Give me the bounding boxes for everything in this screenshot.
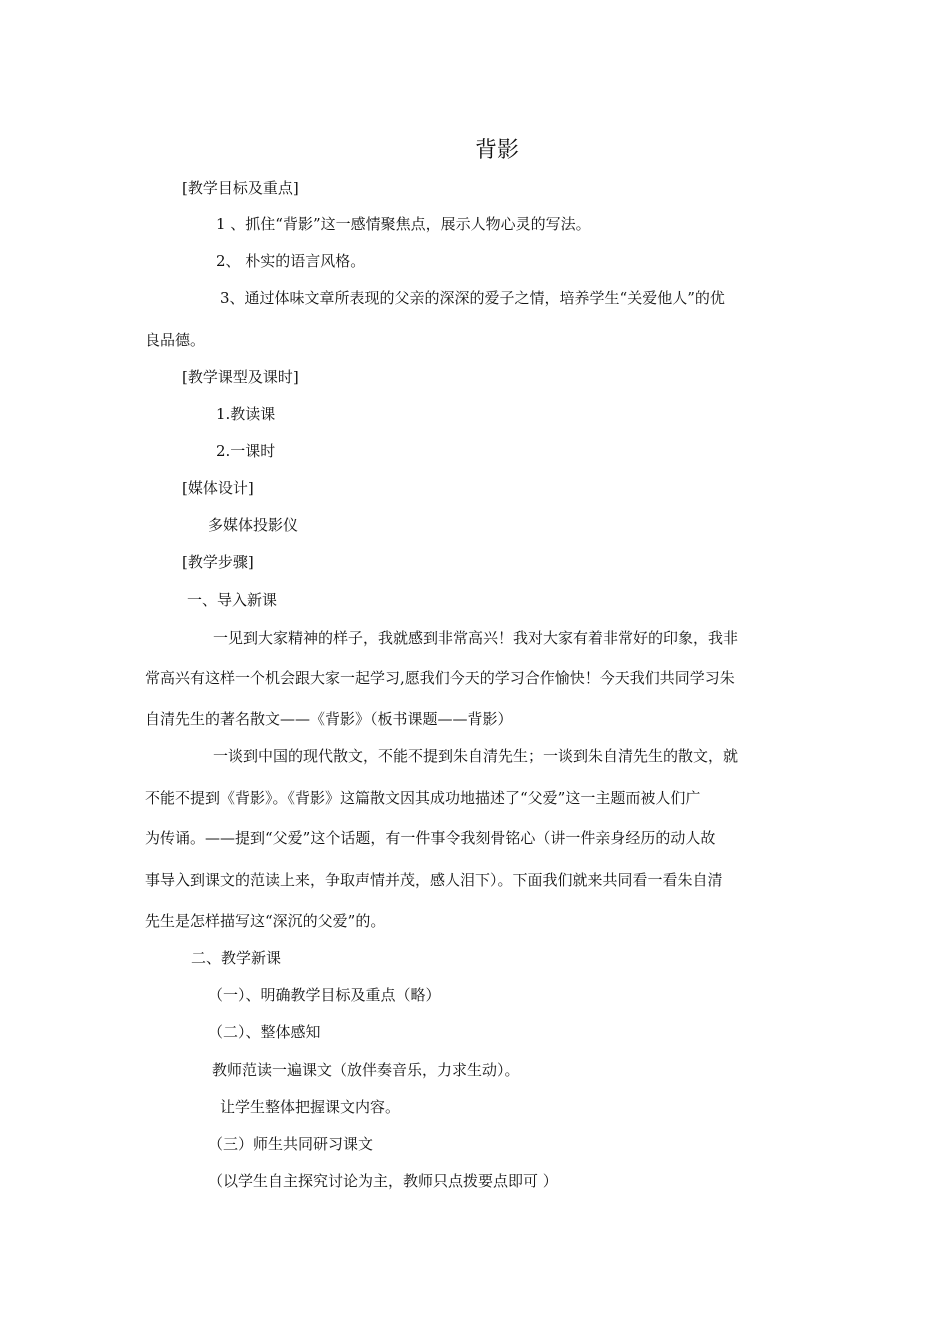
paragraph-intro-line-3: 自清先生的著名散文——《背影》（板书课题——背影）	[145, 710, 513, 728]
objective-item-3-cont: 良品德。	[145, 331, 206, 349]
paragraph-intro-line-2: 常高兴有这样一个机会跟大家一起学习,愿我们今天的学习合作愉快！今天我们共同学习朱	[145, 669, 735, 687]
sub-item-3: （三）师生共同研习课文	[208, 1135, 374, 1153]
objective-item-3: 3、通过体味文章所表现的父亲的深深的爱子之情，培养学生“关爱他人”的优	[220, 289, 725, 307]
paragraph-context-line-4: 事导入到课文的范读上来，争取声情并茂，感人泪下）。下面我们就来共同看一看朱自清	[145, 871, 723, 889]
section-heading-lesson-type: [教学课型及课时]	[182, 368, 299, 386]
sub-item-2-detail-2: 让学生整体把握课文内容。	[220, 1098, 401, 1116]
sub-item-2-detail-1: 教师范读一遍课文（放伴奏音乐，力求生动）。	[212, 1061, 520, 1079]
step-heading-2: 二、教学新课	[191, 949, 282, 967]
document-title: 背影	[475, 138, 520, 163]
objective-item-2: 2、 朴实的语言风格。	[216, 252, 366, 270]
paragraph-context-line-5: 先生是怎样描写这“深沉的父爱”的。	[145, 912, 386, 930]
sub-item-1: （一）、明确教学目标及重点（略）	[208, 986, 441, 1004]
sub-item-3-detail: （以学生自主探究讨论为主，教师只点拨要点即可 ）	[208, 1172, 558, 1190]
paragraph-context-line-2: 不能不提到《背影》。《背影》这篇散文因其成功地描述了“父爱”这一主题而被人们广	[145, 789, 701, 807]
paragraph-intro-line-1: 一见到大家精神的样子，我就感到非常高兴！我对大家有着非常好的印象，我非	[213, 629, 739, 647]
step-heading-1: 一、导入新课	[187, 591, 278, 609]
media-item: 多媒体投影仪	[208, 516, 299, 534]
sub-item-2: （二）、整体感知	[208, 1023, 321, 1041]
paragraph-context-line-1: 一谈到中国的现代散文，不能不提到朱自清先生；一谈到朱自清先生的散文，就	[213, 747, 739, 765]
paragraph-context-line-3: 为传诵。——提到“父爱”这个话题，有一件事令我刻骨铭心（讲一件亲身经历的动人故	[145, 829, 716, 847]
lesson-type-item-2: 2.一课时	[216, 442, 276, 460]
section-heading-media: [媒体设计]	[182, 479, 254, 497]
section-heading-objectives: [教学目标及重点]	[182, 179, 299, 197]
lesson-type-item-1: 1.教读课	[216, 405, 276, 423]
section-heading-steps: [教学步骤]	[182, 553, 254, 571]
objective-item-1: 1 、抓住“背影”这一感情聚焦点，展示人物心灵的写法。	[216, 215, 591, 233]
